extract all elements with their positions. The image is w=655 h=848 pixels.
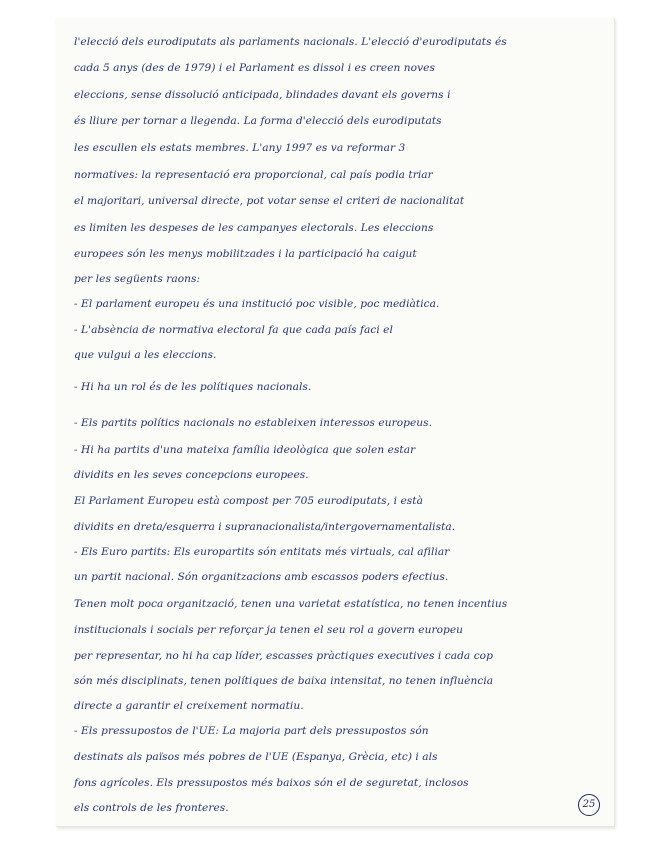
text-line: és lliure per tornar a llegenda. La forma d'elecció dels eurodiputats [74, 115, 442, 127]
text-line: l'elecció dels eurodiputats als parlaments nacionals. L'elecció d'eurodiputats és [74, 36, 507, 48]
bullet-item: - Els pressupostos de l'UE: La majoria part dels pressupostos són [74, 725, 429, 737]
bullet-item-continuation: que vulgui a les eleccions. [74, 349, 217, 361]
text-line: destinats als països més pobres de l'UE (Espanya, Grècia, etc) i als [74, 751, 438, 763]
notebook-page [56, 18, 615, 827]
text-line: els controls de les fronteres. [74, 802, 229, 814]
text-line: directe a garantir el creixement normatiu. [74, 700, 304, 712]
text-line: europees són les menys mobilitzades i la participació ha caigut [74, 248, 417, 260]
text-line: Tenen molt poca organització, tenen una varietat estatística, no tenen incentius [74, 598, 508, 610]
text-line: les escullen els estats membres. L'any 1997 es va reformar 3 [74, 142, 406, 154]
page-number-badge: 25 [578, 794, 600, 816]
bullet-item: - Els partits polítics nacionals no estableixen interessos europeus. [74, 417, 433, 429]
text-line: El Parlament Europeu està compost per 705 eurodiputats, i està [74, 495, 423, 507]
bullet-item: - Hi ha un rol és de les polítiques nacionals. [74, 381, 312, 393]
text-line: eleccions, sense dissolució anticipada, blindades davant els governs i [74, 89, 451, 101]
text-line: fons agrícoles. Els pressupostos més baixos són el de seguretat, inclosos [74, 777, 469, 789]
bullet-item-continuation: dividits en les seves concepcions europees. [74, 469, 309, 481]
text-line: dividits en dreta/esquerra i supranacionalista/intergovernamentalista. [74, 521, 456, 533]
bullet-item: - El parlament europeu és una institució poc visible, poc mediàtica. [74, 298, 440, 310]
text-line: cada 5 anys (des de 1979) i el Parlament es dissol i es creen noves [74, 62, 435, 74]
text-line: normatives: la representació era proporcional, cal país podia triar [74, 169, 433, 181]
bullet-item: - Hi ha partits d'una mateixa família ideològica que solen estar [74, 444, 416, 456]
text-line: un partit nacional. Són organitzacions amb escassos poders efectius. [74, 571, 449, 583]
text-line: institucionals i socials per reforçar ja tenen el seu rol a govern europeu [74, 624, 464, 636]
bullet-item: - L'absència de normativa electoral fa que cada país faci el [74, 324, 393, 336]
bullet-item: - Els Euro partits: Els europartits són entitats més virtuals, cal afiliar [74, 546, 450, 558]
text-line: per representar, no hi ha cap líder, escasses pràctiques executives i cada cop [74, 650, 493, 662]
text-line: el majoritari, universal directe, pot votar sense el criteri de nacionalitat [74, 195, 465, 207]
text-line: per les següents raons: [74, 273, 201, 285]
text-line: són més disciplinats, tenen polítiques de baixa intensitat, no tenen influència [74, 675, 494, 687]
text-line: es limiten les despeses de les campanyes electorals. Les eleccions [74, 222, 434, 234]
